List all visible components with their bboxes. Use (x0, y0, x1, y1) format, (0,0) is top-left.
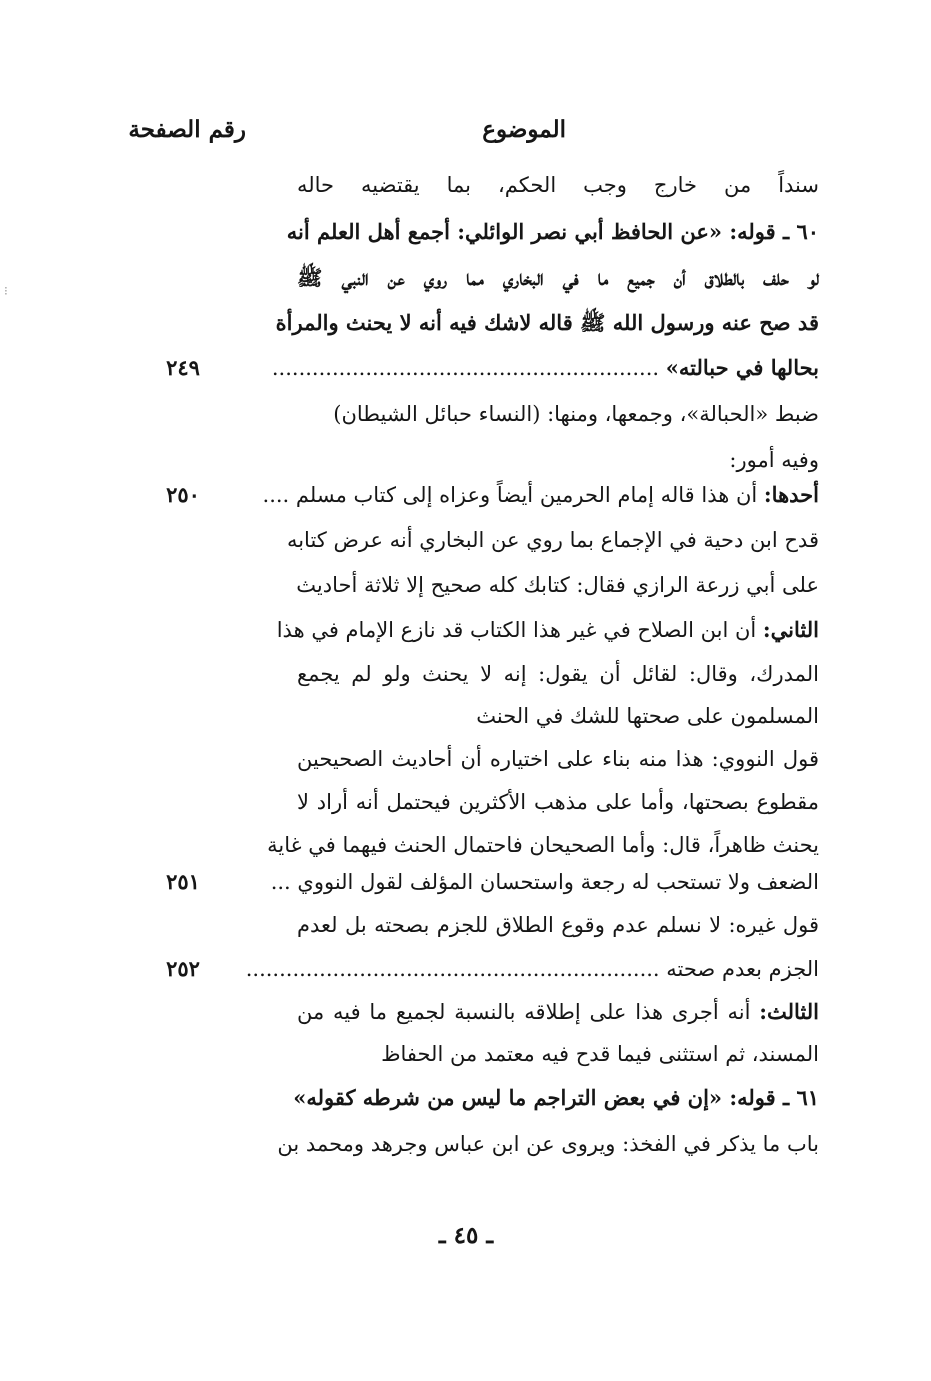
text-line: الثاني: أن ابن الصلاح في غير هذا الكتاب قد نازع الإمام في هذا (276, 617, 819, 642)
entry-heading-line: قد صح عنه ورسول الله ﷺ قاله لاشك فيه أنه لا يحنث والمرأة (275, 310, 819, 335)
leader-dots: .... (262, 483, 296, 507)
page-number: ٢٥٢ (166, 956, 200, 981)
text-line: الثالث: أنه أجرى هذا على إطلاقه بالنسبة لجميع ما فيه من (297, 999, 819, 1024)
leader-dots: .......................................................... (271, 356, 666, 380)
text-line: الضعف ولا تستحب له رجعة واستحسان المؤلف لقول النووي ... (270, 870, 819, 894)
scan-mark: ⁝ (4, 284, 8, 298)
item-label: الثاني: (762, 617, 819, 642)
text-line: المسلمون على صحتها للشك في الحنث (476, 704, 819, 728)
text-line: سنداً من خارج وجب الحكم، بما يقتضيه حاله (297, 173, 819, 197)
text-line: يحنث ظاهراً، قال: وأما الصحيحان فاحتمال الحنث فيهما في غاية (267, 833, 819, 857)
text-line: المسند، ثم استثنى فيما قدح فيه معتمد من الحفاظ (381, 1042, 819, 1066)
text-line: قدح ابن دحية في الإجماع بما روي عن البخاري أنه عرض كتابه (286, 528, 819, 552)
page-folio-number: ـ ٤٥ ـ (438, 1222, 494, 1249)
item-label: الثالث: (759, 999, 819, 1024)
text-line: وفيه أمور: (729, 448, 819, 472)
entry-heading-line: بحالها في حبالته» .......................................................... (271, 355, 819, 380)
text-line: ضبط «الحبالة»، وجمعها، ومنها: (النساء حبائل الشيطان) (333, 402, 819, 426)
page-number: ٢٥١ (166, 869, 200, 894)
text-line: قول النووي: هذا منه بناء على اختياره أن أحاديث الصحيحين (297, 747, 819, 771)
item-label: أحدها: (763, 482, 819, 507)
text-line: المدرك، وقال: لقائل أن يقول: إنه لا يحنث ولو لم يجمع (297, 662, 819, 686)
text-line: الجزم بعدم صحته .............................................................. (245, 957, 819, 981)
entry-heading-line: ٦٠ ـ قوله: «عن الحافظ أبي نصر الوائلي: أجمع أهل العلم أنه (286, 219, 819, 244)
entry-heading-line: ٦١ ـ قوله: «إن في بعض التراجم ما ليس من شرطه كقوله» (293, 1085, 819, 1110)
column-header-page-number: رقم الصفحة (128, 116, 246, 143)
column-header-topic: الموضوع (482, 116, 566, 143)
text-line: باب ما يذكر في الفخذ: ويروى عن ابن عباس وجرهد ومحمد بن (277, 1132, 819, 1156)
leader-dots: .............................................................. (245, 957, 667, 981)
leader-dots: ... (270, 870, 298, 894)
text-line: أحدها: أن هذا قاله إمام الحرمين أيضاً وعزاه إلى كتاب مسلم .... (262, 482, 819, 507)
page-number: ٢٥٠ (166, 482, 200, 507)
page-number: ٢٤٩ (166, 355, 200, 380)
text-line: مقطوع بصحتها، وأما على مذهب الأكثرين فيحتمل أنه أراد لا (297, 790, 819, 814)
text-line: قول غيره: لا نسلم عدم وقوع الطلاق للجزم بصحته بل لعدم (297, 913, 819, 937)
entry-heading-line: لو حلف بالطلاق أن جميع ما في البخاري مما روي عن النبي ﷺ (297, 265, 819, 290)
text-line: على أبي زرعة الرازي فقال: كتابك كله صحيح إلا ثلاثة أحاديث (296, 573, 819, 597)
